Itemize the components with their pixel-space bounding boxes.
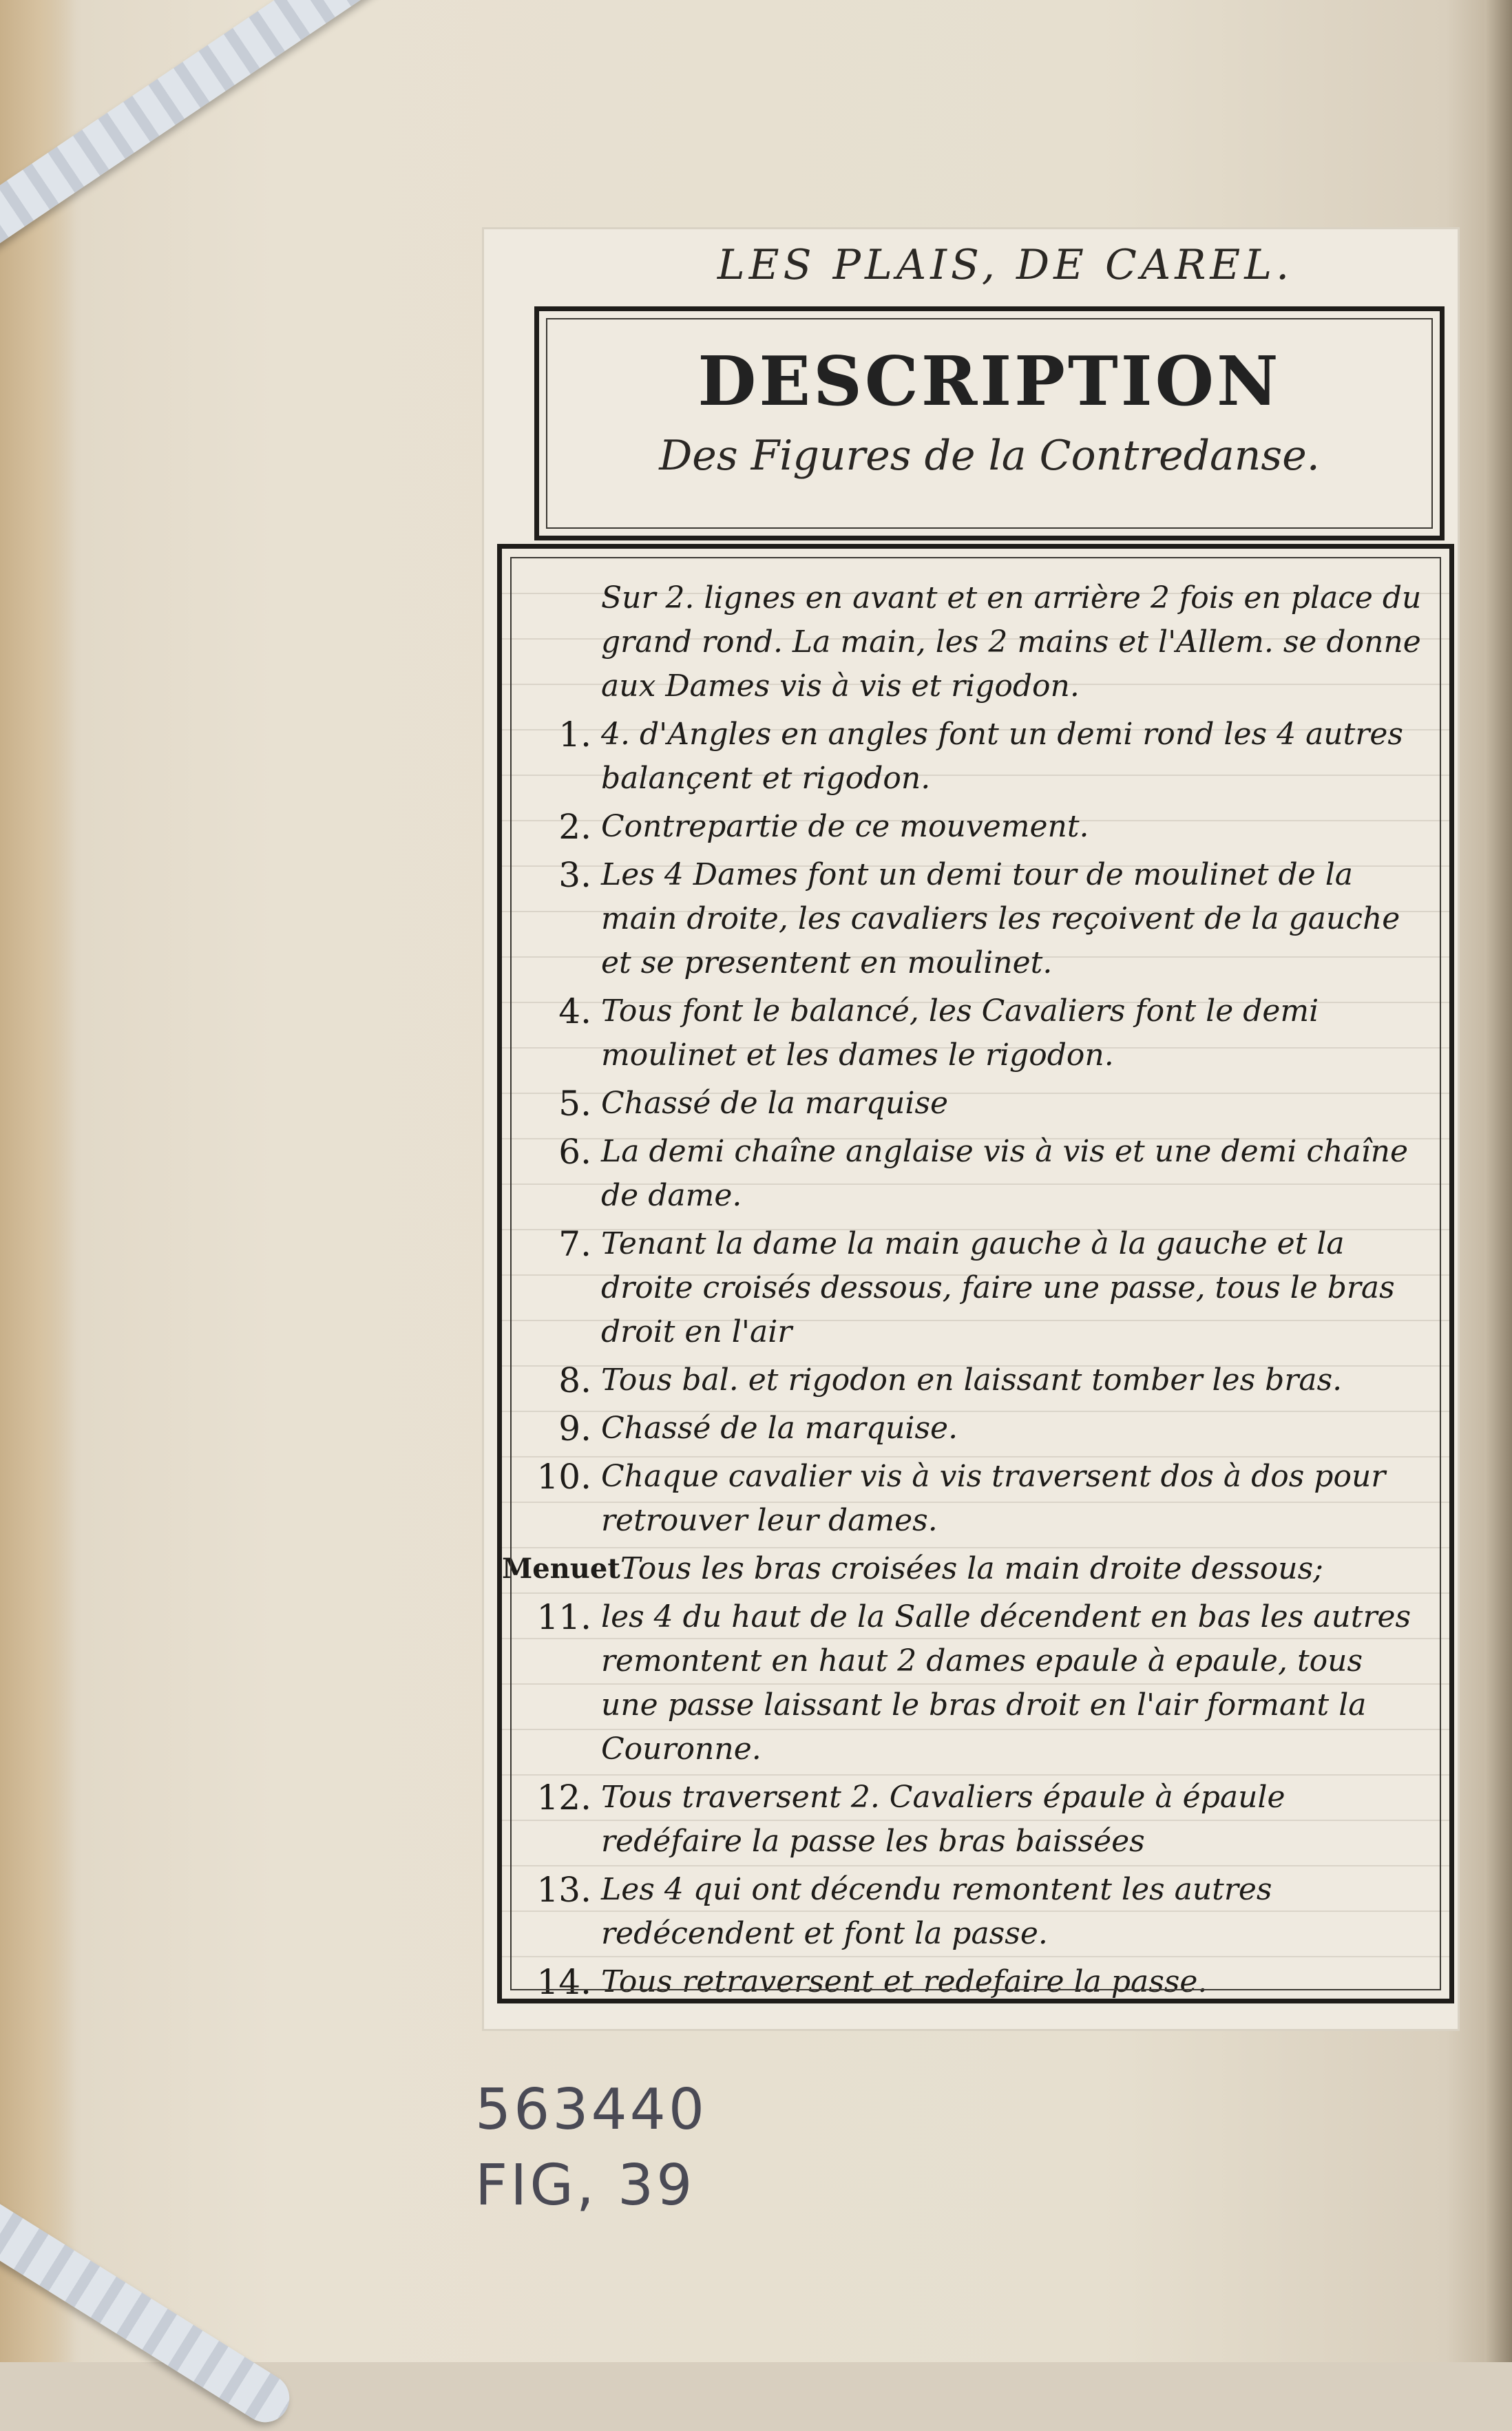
figure-number: 14. [536, 1962, 591, 2002]
adjacent-page-edge [1484, 0, 1512, 2362]
figure-item [529, 989, 1425, 1077]
figure-text: Tous les bras croisées la main droite dessous; [620, 1551, 1324, 1586]
figure-number: 5. [558, 1084, 591, 1124]
figure-item [529, 1868, 1425, 1956]
figure-text: Contrepartie de ce mouvement. [601, 809, 1089, 844]
title-box [534, 306, 1445, 540]
figure-number: 11. [536, 1597, 591, 1637]
call-number-annotation [475, 2072, 819, 2251]
figure-text: Chassé de la marquise [601, 1086, 949, 1121]
figure-item [529, 1082, 1425, 1126]
figure-item [529, 1130, 1425, 1218]
figure-item [529, 1455, 1425, 1543]
figure-number: 6. [558, 1132, 591, 1172]
call-number-line-1: 563440 [475, 2077, 708, 2143]
description-title: DESCRIPTION [697, 342, 1281, 421]
figures-box [497, 544, 1454, 2003]
figure-number: 10. [536, 1457, 591, 1497]
figure-text: Tous font le balancé, les Cavaliers font le demi moulinet et les dames le rigodon. [601, 993, 1319, 1073]
figure-item [529, 713, 1425, 801]
figure-text: Tous traversent 2. Cavaliers épaule à épaule redéfaire la passe les bras baissées [601, 1780, 1285, 1859]
figure-number: 8. [558, 1360, 591, 1400]
figure-text: Les 4 Dames font un demi tour de moulinet de la main droite, les cavaliers les reçoivent de la gauche et se presentent en moulinet. [601, 857, 1400, 980]
running-title: LES PLAIS, DE CAREL. [717, 241, 1294, 289]
figure-text: Tous bal. et rigodon en laissant tomber les bras. [601, 1362, 1343, 1398]
figure-text: les 4 du haut de la Salle décendent en bas les autres remontent en haut 2 dames epaule à epaule, tous une passe laissant le bras droit en l'air formant la Couronne. [601, 1599, 1411, 1767]
figure-number: 2. [558, 807, 591, 847]
figure-item [502, 1547, 1425, 1591]
figure-item [529, 805, 1425, 849]
figure-number: 9. [558, 1409, 591, 1449]
figure-item [529, 1358, 1425, 1402]
paper-left-edge [0, 0, 76, 2362]
figure-number: 13. [536, 1870, 591, 1910]
figure-item [529, 853, 1425, 985]
figure-text: Tous retraversent et redefaire la passe. [601, 1964, 1208, 1999]
figure-item [529, 1407, 1425, 1451]
figure-text: La demi chaîne anglaise vis à vis et une demi chaîne de dame. [601, 1134, 1409, 1213]
figure-text: Chaque cavalier vis à vis traversent dos à dos pour retrouver leur dames. [601, 1459, 1386, 1538]
figure-text: Les 4 qui ont décendu remontent les autres redécendent et font la passe. [601, 1872, 1272, 1951]
figure-item [529, 576, 1425, 708]
figures-list [502, 576, 1425, 2008]
figure-number: 12. [536, 1778, 591, 1818]
figure-number: 4. [558, 991, 591, 1031]
figure-item [529, 1776, 1425, 1864]
figure-number: 3. [558, 855, 591, 895]
figure-text: Tenant la dame la main gauche à la gauche et la droite croisés dessous, faire une passe, tous le bras droit en l'air [601, 1226, 1395, 1349]
figure-text: Sur 2. lignes en avant et en arrière 2 fois en place du grand rond. La main, les 2 mains et l'Allem. se donne aux Dames vis à vis et rigodon. [601, 580, 1422, 704]
figure-item [529, 1222, 1425, 1354]
figure-text: Chassé de la marquise. [601, 1411, 958, 1446]
figure-number: 7. [558, 1224, 591, 1264]
figure-item [529, 1595, 1425, 1771]
figure-number: Menuet [502, 1553, 620, 1585]
call-number-line-2: FIG, 39 [475, 2153, 695, 2218]
figure-text: 4. d'Angles en angles font un demi rond les 4 autres balançent et rigodon. [601, 717, 1403, 796]
description-subtitle: Des Figures de la Contredanse. [659, 432, 1320, 480]
figure-number: 1. [558, 715, 591, 755]
figure-item [529, 1960, 1425, 2004]
